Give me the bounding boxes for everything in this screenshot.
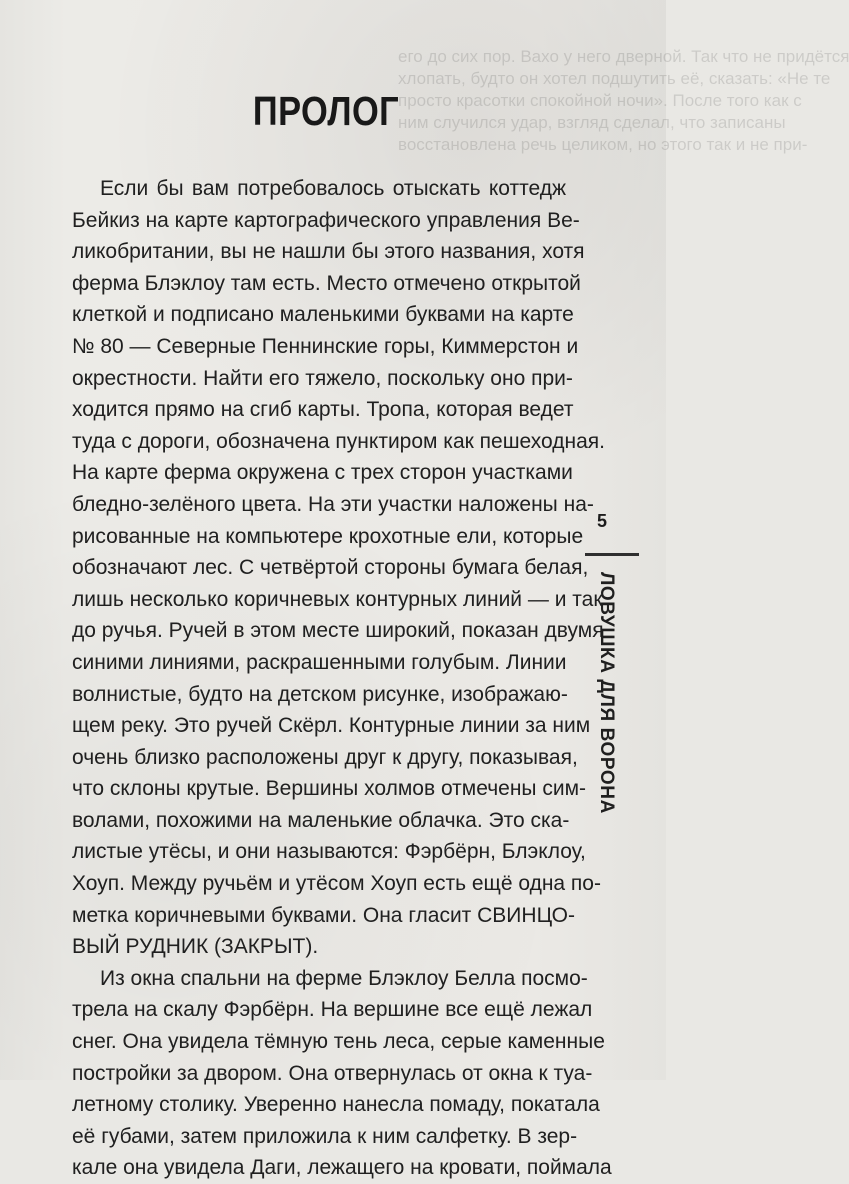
text-line: снег. Она увидела тёмную тень леса, серые каменные [72, 1030, 605, 1054]
text-line: очень близко расположены друг к другу, показывая, [72, 745, 578, 769]
text-line: клеткой и подписано маленькими буквами на карте [72, 303, 574, 327]
text-line: волами, похожими на маленькие облачка. Это ска- [72, 808, 570, 832]
text-line: обозначают лес. С четвёртой стороны бумага белая, [72, 556, 589, 580]
text-line: ферма Блэклоу там есть. Место отмечено открытой [72, 271, 581, 295]
text-line: ходится прямо на сгиб карты. Тропа, которая ведет [72, 398, 574, 422]
bleedthrough-text [398, 46, 849, 156]
text-line: лишь несколько коричневых контурных линий — и так [72, 587, 603, 611]
running-header [585, 512, 639, 897]
bleedthrough-line: его до сих пор. Вахо у него дверной. Так что не придётся [398, 47, 849, 66]
bleedthrough-line: ним случился удар, взгляд сделал, что записаны [398, 113, 786, 132]
text-line: до ручья. Ручей в этом месте широкий, показан двумя [72, 619, 604, 643]
text-line: кале она увидела Даги, лежащего на кровати, поймала [72, 1156, 612, 1180]
header-rule [585, 553, 639, 556]
text-line: что склоны крутые. Вершины холмов отмечены сим- [72, 777, 587, 801]
text-line: волнистые, будто на детском рисунке, изображаю- [72, 682, 568, 706]
text-line: Из окна спальни на ферме Блэклоу Белла посмо- [100, 966, 588, 990]
bleedthrough-line: восстановлена речь целиком, но этого так и не при- [398, 135, 808, 154]
text-line: рисованные на компьютере крохотные ели, которые [72, 524, 584, 548]
text-line: Если бы вам потребовалось отыскать коттедж [100, 177, 566, 200]
text-line: № 80 — Северные Пеннинские горы, Киммерстон и [72, 334, 579, 358]
text-line: бледно-зелёного цвета. На эти участки наложены на- [72, 492, 594, 516]
text-line: На карте ферма окружена с трех сторон участками [72, 461, 573, 485]
page-number: 5 [597, 511, 608, 531]
bleedthrough-line: просто красотки спокойной ночи». После того как с [398, 91, 802, 110]
bleedthrough-line: хлопать, будто он хотел подшутить её, сказать: «Не те [398, 69, 831, 88]
text-line: метка коричневыми буквами. Она гласит СВИНЦО- [72, 903, 575, 927]
text-line: синими линиями, раскрашенными голубым. Линии [72, 650, 567, 674]
text-line: Бейкиз на карте картографического управления Ве- [72, 208, 580, 232]
chapter-title: ПРОЛОГ [252, 88, 400, 134]
text-line: щем реку. Это ручей Скёрл. Контурные линии за ним [72, 714, 591, 738]
text-line: туда с дороги, обозначена пунктиром как пешеходная. [72, 429, 605, 453]
text-line: окрестности. Найти его тяжело, поскольку оно при- [72, 366, 573, 390]
text-line: ВЫЙ РУДНИК (ЗАКРЫТ). [72, 935, 319, 959]
text-line: листые утёсы, и они называются: Фэрбёрн, Блэклоу, [72, 840, 586, 864]
book-title: ЛОВУШКА ДЛЯ ВОРОНА [596, 572, 617, 814]
text-line: её губами, затем приложила к ним салфетку. В зер- [72, 1124, 578, 1148]
text-line: Хоуп. Между ручьём и утёсом Хоуп есть ещё одна по- [72, 872, 601, 896]
text-line: трела на скалу Фэрбёрн. На вершине все ещё лежал [72, 998, 593, 1022]
text-line: постройки за двором. Она отвернулась от окна к туа- [72, 1061, 593, 1085]
text-line: ликобритании, вы не нашли бы этого названия, хотя [72, 240, 585, 264]
text-line: летному столику. Уверенно нанесла помаду, покатала [72, 1093, 600, 1117]
